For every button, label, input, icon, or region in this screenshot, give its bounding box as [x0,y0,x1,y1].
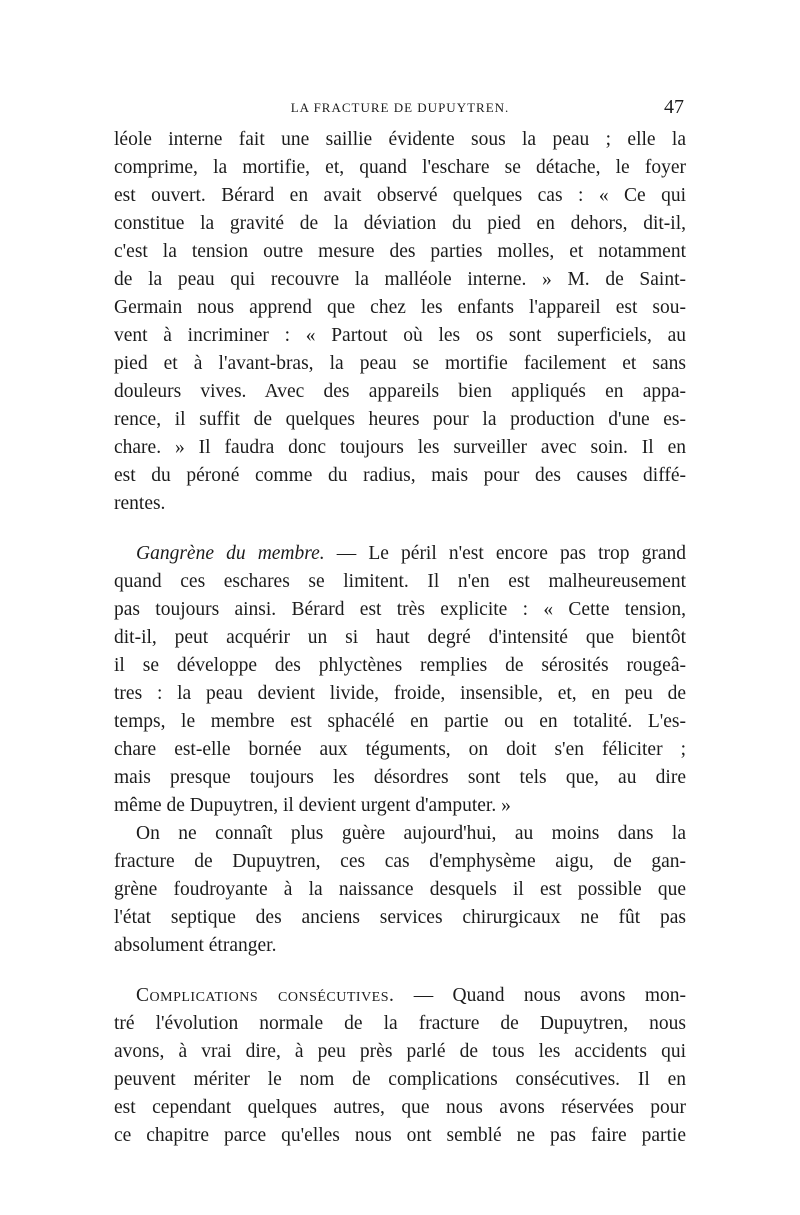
heading-line-text: — Le péril n'est encore pas trop grand [324,543,686,564]
text-line: c'est la tension outre mesure des parties molles, et notamment [114,241,686,262]
text-line: de la peau qui recouvre la malléole interne. » M. de Saint- [114,269,686,290]
text-line: est cependant quelques autres, que nous avons réservées pour [114,1097,686,1118]
text-line: comprime, la mortifie, et, quand l'eschare se détache, le foyer [114,157,686,178]
paragraph-1 [114,126,686,518]
running-title: LA FRACTURE DE DUPUYTREN. [290,100,510,115]
text-line: il se développe des phlyctènes remplies de sérosités rougeâ- [114,655,686,676]
text-line: tré l'évolution normale de la fracture de Dupuytren, nous [114,1013,686,1034]
text-line: Germain nous apprend que chez les enfants l'appareil est sou- [114,297,686,318]
text-line: dit-il, peut acquérir un si haut degré d'intensité que bientôt [114,627,686,648]
running-head [114,96,686,122]
paragraph-2 [114,540,686,820]
text-line: grène foudroyante à la naissance desquels il est possible que [114,879,686,900]
text-line: ce chapitre parce qu'elles nous ont semblé ne pas faire partie [114,1125,686,1146]
text-line: vent à incriminer : « Partout où les os sont superficiels, au [114,325,686,346]
paragraph-4 [114,982,686,1150]
text-line: chare. » Il faudra donc toujours les surveiller avec soin. Il en [114,437,686,458]
page-number: 47 [664,96,684,118]
text-line: l'état septique des anciens services chirurgicaux ne fût pas [114,907,686,928]
text-line: léole interne fait une saillie évidente sous la peau ; elle la [114,129,686,150]
text-line: rence, il suffit de quelques heures pour la production d'une es- [114,409,686,430]
text-line: douleurs vives. Avec des appareils bien appliqués en appa- [114,381,686,402]
text-line: mais presque toujours les désordres sont tels que, au dire [114,767,686,788]
text-line: absolument étranger. [114,935,277,956]
text-line: chare est-elle bornée aux téguments, on doit s'en féliciter ; [114,739,686,760]
text-line: pied et à l'avant-bras, la peau se mortifie facilement et sans [114,353,686,374]
text-line: constitue la gravité de la déviation du pied en dehors, dit-il, [114,213,686,234]
text-line: quand ces eschares se limitent. Il n'en est malheureusement [114,571,686,592]
text-line: temps, le membre est sphacélé en partie ou en totalité. L'es- [114,711,686,732]
text-line: rentes. [114,493,166,514]
paragraph-gap [114,518,686,540]
section-heading-gangrene: Gangrène du membre. [136,543,325,564]
heading-line-text: — Quand nous avons mon- [394,985,686,1006]
text-line: pas toujours ainsi. Bérard est très explicite : « Cette tension, [114,599,686,620]
text-line: peuvent mériter le nom de complications consécutives. Il en [114,1069,686,1090]
text-line [114,982,686,1010]
paragraph-3 [114,820,686,960]
text-line: On ne connaît plus guère aujourd'hui, au moins dans la [136,823,686,844]
text-line [114,540,686,568]
section-heading-complications: Complications consécutives. [136,985,395,1006]
text-line: est du péroné comme du radius, mais pour des causes diffé- [114,465,686,486]
text-line: est ouvert. Bérard en avait observé quelques cas : « Ce qui [114,185,686,206]
text-line: tres : la peau devient livide, froide, insensible, et, en peu de [114,683,686,704]
text-line: même de Dupuytren, il devient urgent d'amputer. » [114,795,511,816]
text-line: avons, à vrai dire, à peu près parlé de tous les accidents qui [114,1041,686,1062]
book-page [114,96,686,1150]
paragraph-gap [114,960,686,982]
text-line: fracture de Dupuytren, ces cas d'emphysème aigu, de gan- [114,851,686,872]
